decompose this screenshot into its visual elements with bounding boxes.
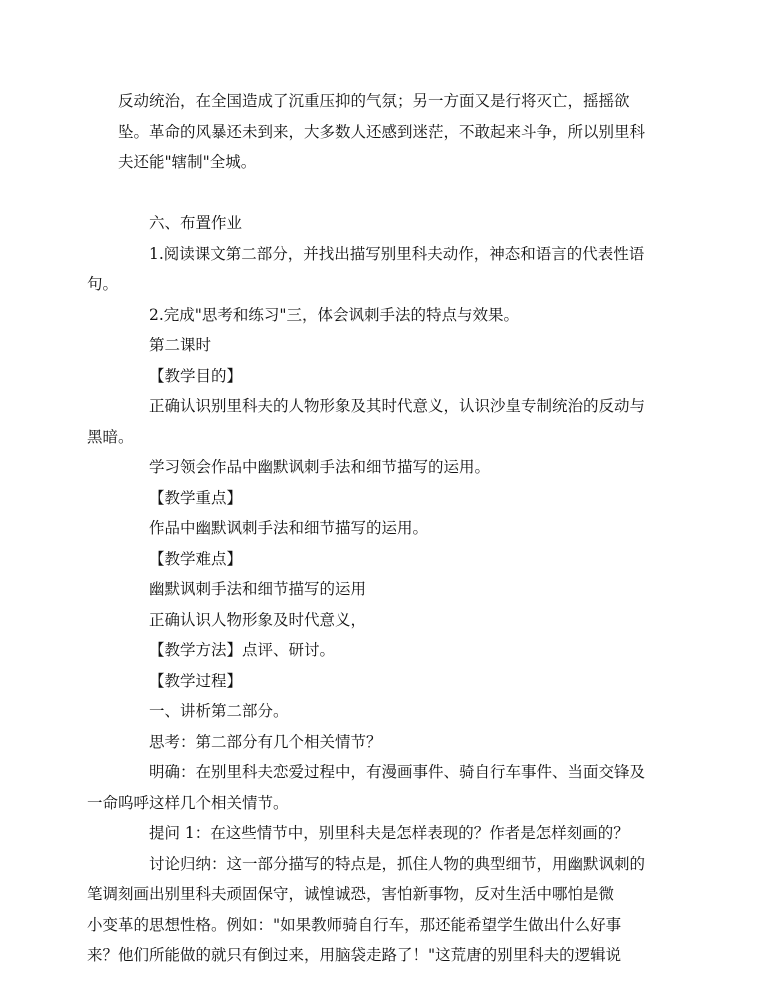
text-line: 【教学重点】 — [149, 488, 243, 507]
text-line: 正确认识人物形象及时代意义， — [149, 610, 367, 629]
homework-item-2 — [118, 300, 653, 331]
question-line — [118, 818, 653, 849]
text-line: 一、讲析第二部分。 — [149, 702, 289, 720]
teaching-goal-paragraph — [87, 391, 653, 452]
analysis-heading — [118, 696, 653, 727]
text-line: 1.阅读课文第二部分，并找出描写别里科夫动作，神态和语言的代表性语 — [149, 244, 645, 263]
text-line: 明确：在别里科夫恋爱过程中，有漫画事件、骑自行车事件、当面交锋及 — [149, 763, 646, 781]
text-line: 六、布置作业 — [149, 214, 243, 232]
teaching-goal-paragraph — [118, 452, 653, 483]
text-line: 黑暗。 — [87, 427, 134, 446]
text-line: 小变革的思想性格。例如："如果教师骑自行车，那还能希望学生做出什么好事 — [87, 915, 622, 934]
text-line: 【教学难点】 — [149, 549, 243, 568]
discussion-paragraph — [87, 849, 653, 971]
difficulty-paragraph — [118, 605, 653, 636]
difficulty-paragraph — [118, 574, 653, 605]
text-line: 作品中幽默讽刺手法和细节描写的运用。 — [149, 519, 429, 537]
key-point-paragraph — [118, 513, 653, 544]
key-point-heading — [118, 483, 653, 514]
text-line: 正确认识别里科夫的人物形象及其时代意义，认识沙皇专制统治的反动与 — [149, 397, 646, 415]
document-body — [87, 86, 653, 971]
answer-paragraph — [87, 757, 653, 818]
teaching-goal-heading — [118, 361, 653, 392]
text-line: 讨论归纳：这一部分描写的特点是，抓住人物的典型细节，用幽默讽刺的 — [149, 854, 646, 873]
text-line: 【教学目的】 — [149, 366, 243, 385]
lesson-heading — [118, 330, 653, 361]
text-line: 一命呜呼这样几个相关情节。 — [87, 793, 289, 812]
text-line: 反动统治，在全国造成了沉重压抑的气氛；另一方面又是行将灭亡，摇摇欲 — [118, 92, 630, 110]
text-line: 学习领会作品中幽默讽刺手法和细节描写的运用。 — [149, 458, 491, 476]
process-heading — [118, 666, 653, 697]
text-line: 思考：第二部分有几个相关情节？ — [149, 732, 382, 751]
homework-item-1 — [87, 239, 653, 300]
text-line: 坠。革命的风暴还未到来，大多数人还感到迷茫，不敢起来斗争，所以别里科 — [118, 122, 646, 141]
blank-line — [118, 178, 653, 209]
text-line: 夫还能"辖制"全城。 — [118, 153, 257, 171]
text-line: 2.完成"思考和练习"三，体会讽刺手法的特点与效果。 — [149, 305, 520, 324]
difficulty-heading — [118, 544, 653, 575]
text-line: 幽默讽刺手法和细节描写的运用 — [149, 580, 367, 598]
text-line: 提问 1：在这些情节中，别里科夫是怎样表现的？作者是怎样刻画的？ — [149, 824, 629, 842]
text-line: 【教学方法】点评、研讨。 — [149, 641, 336, 659]
text-line: 笔调刻画出别里科夫顽固保守，诚惶诚恐，害怕新事物，反对生活中哪怕是微 — [87, 885, 615, 903]
text-line: 第二课时 — [149, 336, 212, 354]
text-line: 来？他们所能做的就只有倒过来，用脑袋走路了！"这荒唐的别里科夫的逻辑说 — [87, 946, 622, 964]
text-line: 句。 — [87, 275, 119, 293]
question-line — [118, 727, 653, 758]
text-line: 【教学过程】 — [149, 671, 243, 690]
section-heading-homework — [118, 208, 653, 239]
method-line — [118, 635, 653, 666]
paragraph-continuation — [118, 86, 653, 178]
